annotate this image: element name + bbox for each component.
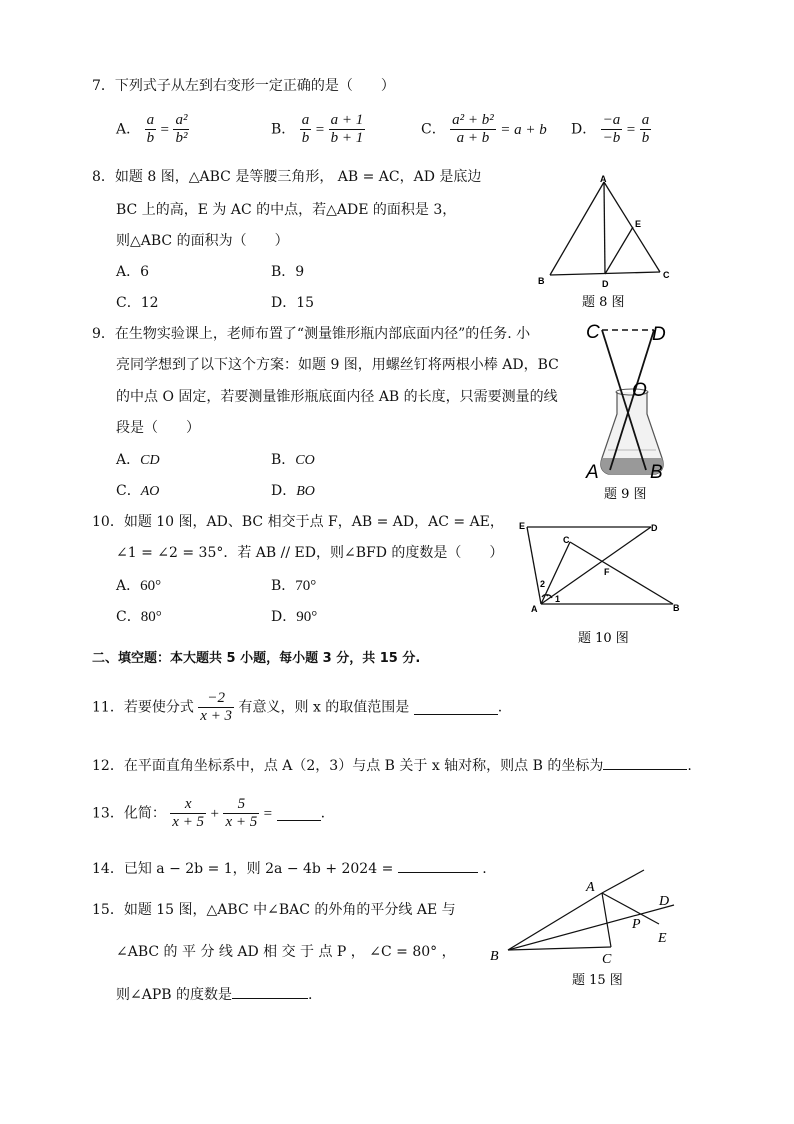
- fraction: $\frac{a}{b}$: [301, 112, 310, 147]
- q7-option-d: D． $\frac{-a}{-b}$ = $\frac{a}{b}$: [571, 112, 650, 147]
- option-label: D．: [571, 121, 597, 138]
- point-label-c: C: [602, 952, 612, 967]
- q13-text: 化简：: [123, 805, 166, 822]
- point-label-b: B: [490, 949, 499, 964]
- q15-line2: ∠ABC 的 平 分 线 AD 相 交 于 点 P ， ∠C = 80° ，: [116, 944, 456, 960]
- q10-text: 如题 10 图，AD、BC 相交于点 F，AB = AD，AC = AE，: [123, 514, 504, 530]
- angle-label-1: 1: [555, 594, 561, 604]
- q15-line1: [92, 902, 456, 919]
- point-label-a: A: [600, 174, 607, 184]
- angle-label-2: 2: [540, 579, 546, 589]
- point-label-a: A: [531, 604, 538, 614]
- option-label: C．: [421, 121, 446, 138]
- fraction: $\frac{-a}{-b}$: [602, 112, 621, 147]
- q10-number: 10．: [92, 514, 124, 530]
- q14: 14．已知 a − 2b = 1，则 2a − 4b + 2024 = .: [92, 858, 487, 878]
- q9-line2: 亮同学想到了以下这个方案：如题 9 图，用螺丝钉将两根小棒 AD，BC: [116, 357, 559, 373]
- point-label-p: P: [632, 917, 641, 932]
- q9-line4: 段是（ ）: [116, 420, 200, 436]
- q9-option-d: D．BO: [271, 483, 315, 499]
- point-label-o: O: [632, 380, 647, 401]
- figure-q9: [584, 318, 684, 504]
- q9-option-a: A．CD: [116, 452, 160, 468]
- q10-line2: ∠1 = ∠2 = 35°．若 AB // ED，则∠BFD 的度数是（ ）: [116, 545, 504, 561]
- q9-option-b: B．CO: [271, 452, 315, 468]
- section-title: 二、填空题：本大题共 5 小题，每小题 3 分，共 15 分.: [92, 651, 421, 666]
- option-label: A．: [116, 121, 141, 138]
- point-label-e: E: [658, 931, 667, 946]
- equation-rhs: = a + b: [500, 121, 547, 138]
- q7-option-c: [421, 112, 547, 148]
- figure-caption: 题 9 图: [604, 487, 647, 502]
- q9-text: 在生物实验课上，老师布置了“测量锥形瓶内部底面内径”的任务. 小: [114, 326, 531, 342]
- figure-q15: [484, 868, 684, 993]
- point-label-d: D: [659, 894, 670, 909]
- figure-caption: 题 15 图: [572, 973, 623, 988]
- q8-line3: 则△ABC 的面积为（ ）: [116, 233, 289, 249]
- q9-line1: [92, 326, 530, 343]
- point-label-a: A: [586, 880, 595, 895]
- q9-number: 9．: [92, 326, 115, 342]
- answer-blank[interactable]: [232, 984, 308, 999]
- figure-caption: 题 8 图: [582, 295, 625, 310]
- q11: 11．若要使分式 $\frac{-2}{x + 3}$ 有意义，则 x 的取值范围是 .: [92, 690, 503, 725]
- q8-option-c: C．12: [116, 295, 159, 311]
- q7-option-b: B． $\frac{a}{b}$ = $\frac{a + 1}{b + 1}$: [271, 112, 364, 147]
- point-label-b: B: [650, 462, 663, 483]
- point-label-a: A: [586, 462, 599, 483]
- fraction: $\frac{x}{x + 5}$: [172, 796, 205, 831]
- point-label-d: D: [651, 523, 658, 533]
- q10-option-d: D．90°: [271, 609, 318, 625]
- q7-number: 7．: [92, 78, 115, 94]
- point-label-c: C: [663, 270, 670, 280]
- point-label-c: C: [586, 322, 600, 343]
- q8-option-a: A．6: [116, 264, 150, 280]
- answer-blank[interactable]: [603, 755, 687, 770]
- q11-text-pre: 若要使分式: [123, 699, 194, 716]
- option-label: B．: [271, 121, 296, 138]
- q7-option-a: A． $\frac{a}{b}$ = $\frac{\text{a²}}{\text{b²}}$: [116, 112, 188, 147]
- q10-option-c: C．80°: [116, 609, 162, 625]
- q12: 12．在平面直角坐标系中，点 A（2，3）与点 B 关于 x 轴对称，则点 B 的坐标为 .: [92, 755, 692, 775]
- fraction: $\frac{a}{b}$: [641, 112, 650, 147]
- q13: 13．化简： $\frac{x}{x + 5}$ + $\frac{5}{x + 5}$ = .: [92, 796, 326, 831]
- fraction: $\frac{\text{a² + b²}}{a + b}$: [452, 112, 494, 147]
- q15-text: 如题 15 图，△ABC 中∠BAC 的外角的平分线 AE 与: [123, 902, 456, 918]
- answer-blank[interactable]: [414, 700, 498, 715]
- point-label-d: D: [652, 324, 666, 345]
- q13-number: 13．: [92, 805, 124, 822]
- q14-text: 已知 a − 2b = 1，则 2a − 4b + 2024 =: [123, 861, 394, 877]
- fraction: $\frac{5}{x + 5}$: [225, 796, 258, 831]
- point-label-b: B: [673, 603, 680, 613]
- point-label-e: E: [635, 219, 642, 229]
- q8-text: 如题 8 图，△ABC 是等腰三角形， AB = AC，AD 是底边: [114, 169, 482, 185]
- q8-option-b: B．9: [271, 264, 305, 280]
- q9-option-c: C．AO: [116, 483, 160, 499]
- q11-text-post: 有意义，则 x 的取值范围是: [238, 699, 410, 716]
- q8-number: 8．: [92, 169, 115, 185]
- fraction: $\frac{-2}{x + 3}$: [200, 690, 233, 725]
- q11-number: 11．: [92, 699, 124, 716]
- point-label-b: B: [538, 276, 545, 286]
- point-label-f: F: [604, 567, 610, 577]
- q10-option-a: A．60°: [116, 578, 162, 594]
- point-label-d: D: [602, 279, 609, 289]
- q8-option-d: D．15: [271, 295, 315, 311]
- answer-blank[interactable]: [277, 806, 321, 821]
- fraction: $\frac{\text{a²}}{\text{b²}}$: [175, 112, 188, 147]
- figure-caption: 题 10 图: [578, 631, 629, 646]
- q7-stem: [92, 78, 395, 95]
- q10-option-b: B．70°: [271, 578, 317, 594]
- q12-text: 在平面直角坐标系中，点 A（2，3）与点 B 关于 x 轴对称，则点 B 的坐标为: [123, 758, 604, 774]
- q10-line1: [92, 514, 504, 531]
- fraction: $\frac{a + 1}{b + 1}$: [330, 112, 364, 147]
- fraction: $\frac{a}{b}$: [146, 112, 155, 147]
- q8-line1: [92, 169, 481, 186]
- q9-line3: 的中点 O 固定，若要测量锥形瓶底面内径 AB 的长度，只需要测量的线: [116, 389, 558, 405]
- q8-line2: BC 上的高，E 为 AC 的中点，若△ADE 的面积是 3，: [116, 202, 457, 218]
- answer-blank[interactable]: [398, 858, 478, 873]
- figure-q8: [530, 170, 690, 315]
- point-label-c: C: [563, 535, 570, 545]
- figure-q10: [515, 515, 695, 650]
- q15-line3: 则∠APB 的度数是 .: [116, 984, 312, 1004]
- q7-text: 下列式子从左到右变形一定正确的是（ ）: [114, 78, 395, 94]
- q14-number: 14．: [92, 861, 124, 877]
- point-label-e: E: [519, 521, 526, 531]
- q12-number: 12．: [92, 758, 124, 774]
- q15-number: 15．: [92, 902, 124, 918]
